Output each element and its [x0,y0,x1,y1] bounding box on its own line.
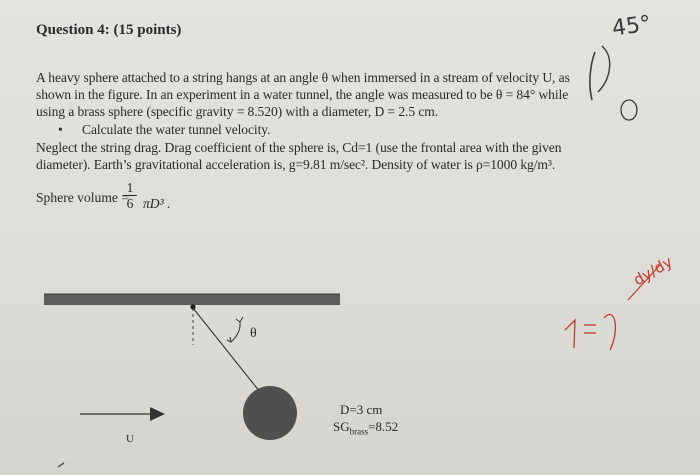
theta-label: θ [250,326,257,341]
angle-arrowhead-icon [227,337,231,342]
handwritten-derivative: dy/dy [630,252,676,290]
text-line-4: Neglect the string drag. Drag coefficient of the sphere is, Cd=1 (use the frontal area with the given [36,140,562,155]
sg-base: SG [333,419,350,434]
angle-arc [231,322,240,342]
text-line-1: A heavy sphere attached to a string hangs at an angle θ when immersed in a stream of velocity U, as [36,70,570,85]
text-line-2: shown in the figure. In an experiment in a water tunnel, the angle was measured to be θ = 84° while [36,87,569,102]
text-line-5: diameter). Earth’s gravitational acceleration is, g=9.81 m/sec². Density of water is ρ=1000 kg/m³. [36,157,556,172]
text-line-3: using a brass sphere (specific gravity = 8.520) with a diameter, D = 2.5 cm. [36,104,439,119]
flow-velocity-label: U [126,433,134,445]
specific-gravity-label [333,419,398,437]
bullet-dot: • [58,122,63,137]
sphere-volume-prefix: Sphere volume = [36,190,129,205]
string-line [193,308,260,392]
brass-sphere [243,386,297,440]
hand-mark-equals [584,325,596,333]
hand-stroke-left [590,52,595,100]
flow-arrow-head-icon [150,407,165,421]
hand-tick-mark [58,463,64,467]
ceiling-bar [44,294,340,305]
diameter-label: D=3 cm [340,402,383,417]
sg-subscript: brass [349,426,369,437]
hand-stroke-curve [598,46,610,92]
handwritten-angle: 45° [610,11,653,42]
bullet-text: Calculate the water tunnel velocity. [82,122,271,137]
fraction-numerator: 1 [123,180,137,196]
angle-arrowhead-icon [236,317,243,322]
question-title: Question 4: (15 points) [36,22,182,38]
volume-expression: πD³ . [143,196,171,211]
fraction-denominator: 6 [126,196,134,211]
hand-circle-mark [621,100,637,120]
hand-mark-1 [565,320,575,348]
hand-mark-2 [604,314,615,350]
sg-value: =8.52 [368,419,399,434]
